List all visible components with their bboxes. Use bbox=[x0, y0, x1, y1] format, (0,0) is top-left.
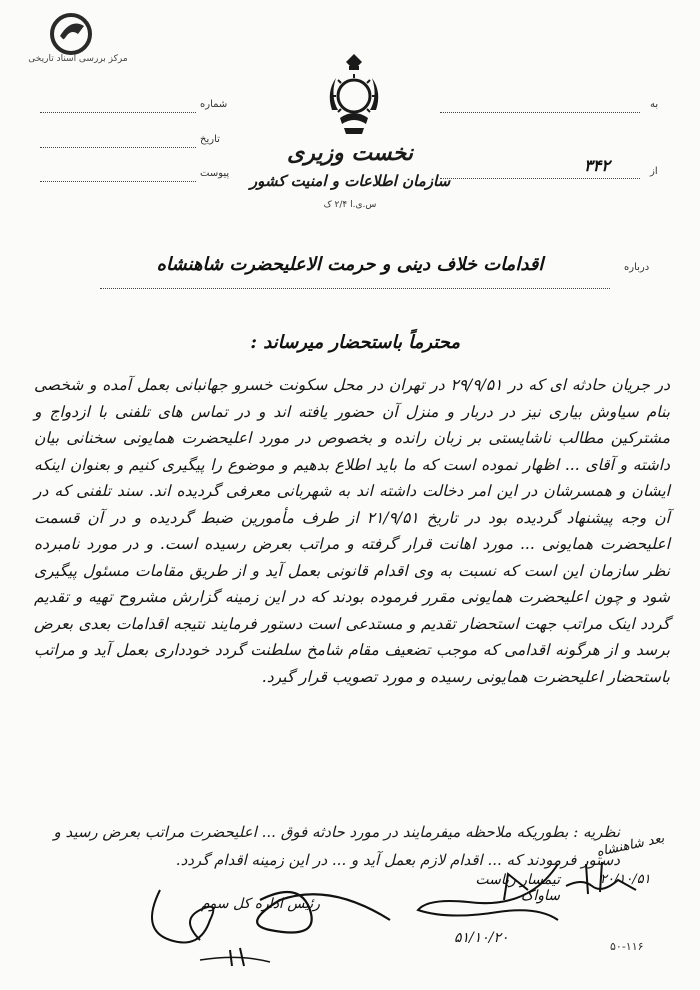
organization-name: سازمان اطلاعات و امنیت کشور bbox=[249, 172, 451, 190]
from-line bbox=[440, 178, 640, 179]
archive-logo-icon bbox=[48, 12, 94, 56]
attachment-line bbox=[40, 181, 196, 182]
watermark-caption: مرکز بررسی اسناد تاریخی bbox=[28, 54, 128, 64]
number-label: شماره bbox=[200, 99, 228, 110]
subject-value: اقدامات خلاف دینی و حرمت الاعلیحضرت شاهنشاه bbox=[156, 254, 544, 275]
signature-left-icon bbox=[140, 870, 400, 970]
to-label: به bbox=[650, 99, 659, 110]
margin-note: بعد شاهنشاه bbox=[595, 831, 666, 860]
lion-and-sun-crest-icon bbox=[318, 52, 390, 138]
attachment-label: پیوست bbox=[200, 168, 230, 179]
number-line bbox=[40, 112, 196, 113]
reference-code: س.ی.ا ۲/۴ ک bbox=[323, 200, 377, 210]
signature-right-date: ۵۱/۱۰/۲۰ bbox=[454, 930, 509, 946]
signature-right-title: تیمسار ریاست ساواک bbox=[475, 872, 560, 904]
signature-left-title: رئیس اداره کل سوم bbox=[200, 896, 320, 912]
salutation: محترماً باستحضار میرساند : bbox=[250, 332, 460, 353]
ministry-title: نخست وزیری bbox=[287, 140, 413, 166]
signature-right-icon bbox=[408, 850, 568, 930]
form-number: ۵۰-۱۱۶ bbox=[610, 940, 644, 953]
margin-date: ۲۰/۱۰/۵۱ bbox=[600, 872, 651, 887]
margin-signature-icon bbox=[562, 856, 642, 900]
from-value: ۳۴۲ bbox=[584, 156, 610, 175]
note-paragraph: نظریه : بطوریکه ملاحظه میفرمایند در مورد حادثه فوق ... اعلیحضرت مراتب بعرض رسید و دستور فرمودند که ... اقدام لازم بعمل آید و ... در این زمینه اقدام گردد. bbox=[53, 823, 620, 869]
letter-body: در جریان حادثه ای که در ۲۹/۹/۵۱ در تهران در محل سکونت خسرو جهانبانی بعمل آمده و شخصی بنام سیاوش بیاری نیز در دربار و منزل آن حضور یافته اند و در تماس های تلفنی با ازدواج و مشترکین مطالب ناشایستی بر زبان رانده و بخصوص در مورد اعلیحضرت همایونی سخنانی بیان داشته و آقای ... اظهار نموده است که ما باید اطلاع بدهیم و موضوع را پیگیری کنیم و بعنوان اینکه ایشان و همسرشان در این امر دخالت داشته اند به شهربانی معرفی گردیده اند. سند تلفنی که در آن وجه پیشنهاد گردیده بود در تاریخ ۲۱/۹/۵۱ از طرف مأمورین ضبط گردیده و در آن قسمت اعلیحضرت همایونی ... مورد اهانت قرار گرفته و مراتب بعرض رسیده است. و در مورد نامبرده نظر سازمان این است که نسبت به وی اقدام قانونی بعمل آید و از طریق مقامات مسئول پیگیری شود و چون اعلیحضرت همایونی مقرر فرموده بودند که در این زمینه گزارش مشروح تهیه و تقدیم گردد اینک مراتب جهت استحضار تقدیم و مستدعی است دستور فرمایند نتیجه اقدامات بعدی بعرض برسد و از هرگونه اقدامی که موجب تضعیف مقام شامخ سلطنت گردد خودداری بعمل آید و مراتب باستحضار اعلیحضرت همایونی رسیده و مورد تصویب قرار گیرد. bbox=[34, 376, 670, 686]
date-line bbox=[40, 147, 196, 148]
date-label: تاریخ bbox=[200, 134, 220, 145]
from-label: از bbox=[650, 166, 658, 177]
to-line bbox=[440, 112, 640, 113]
subject-label: درباره bbox=[624, 262, 650, 273]
